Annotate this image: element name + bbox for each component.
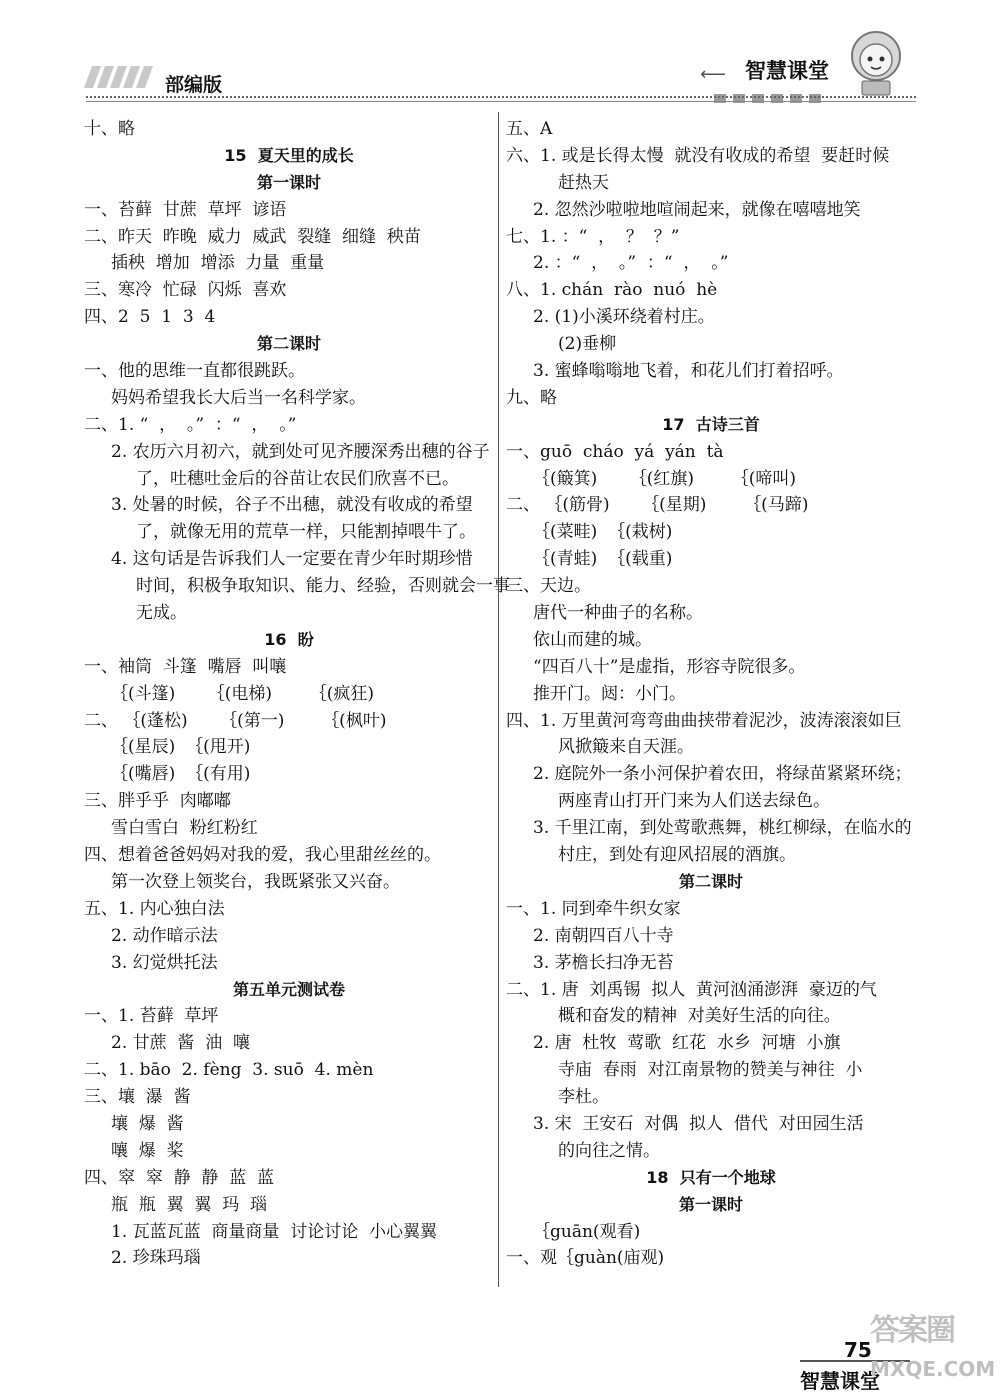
right-column xyxy=(506,116,916,1272)
right-answer-line: ｛(菜畦) ｛(栽树) xyxy=(506,522,673,543)
left-answer-line: 了，吐穗吐金后的谷苗让农民们欣喜不已。 xyxy=(136,468,459,489)
left-answer-line: 第一次登上领奖台，我既紧张又兴奋。 xyxy=(111,871,400,892)
right-answer-line: 一、观｛guàn(庙观) xyxy=(506,1248,665,1269)
right-answer-line: 第二课时 xyxy=(678,871,743,891)
right-answer-line: 寺庙 春雨 对江南景物的赞美与神往 小 xyxy=(558,1060,863,1081)
right-answer-line: 六、1. 或是长得太慢 就没有收成的希望 要赶时候 xyxy=(506,145,890,166)
right-answer-line: ｛guān(观看) xyxy=(506,1221,641,1242)
left-answer-line: 1. 瓦蓝瓦蓝 商量商量 讨论讨论 小心翼翼 xyxy=(111,1221,438,1242)
right-answer-line: 村庄，到处有迎风招展的酒旗。 xyxy=(558,845,796,866)
left-answer-line: 五、1. 内心独白法 xyxy=(84,898,225,919)
left-answer-line: 一、他的思维一直都很跳跃。 xyxy=(84,361,305,382)
right-answer-line: 依山而建的城。 xyxy=(533,629,652,650)
left-answer-line: 一、袖筒 斗篷 嘴唇 叫嚷 xyxy=(84,656,287,677)
left-answer-line: 三、壤 瀑 酱 xyxy=(84,1087,191,1108)
left-answer-line: 3. 处暑的时候，谷子不出穗，就没有收成的希望 xyxy=(111,495,473,516)
left-answer-line: 了，就像无用的荒草一样，只能割掉喂牛了。 xyxy=(136,522,476,543)
right-answer-line: 2. 忽然沙啦啦地喧闹起来，就像在嘻嘻地笑 xyxy=(533,199,861,220)
left-answer-line: 15 夏天里的成长 xyxy=(224,145,354,165)
right-answer-line: 17 古诗三首 xyxy=(662,414,760,434)
right-answer-line: 赶热天 xyxy=(558,172,609,193)
watermark-url: MXQE.COM xyxy=(870,1357,996,1381)
left-answer-line: 三、寒冷 忙碌 闪烁 喜欢 xyxy=(84,280,287,301)
right-answer-line: 2. (1)小溪环绕着村庄。 xyxy=(533,307,715,328)
left-answer-line: 雪白雪白 粉红粉红 xyxy=(111,818,258,839)
left-answer-line: 3. 幻觉烘托法 xyxy=(111,952,218,973)
left-answer-line: 二、1. “ ， 。” ：“ ， 。” xyxy=(84,414,297,435)
right-answer-line: 2. 庭院外一条小河保护着农田，将绿苗紧紧环绕； xyxy=(533,764,912,785)
right-answer-line: 七、1. ：“ ， ？ ？” xyxy=(506,226,680,247)
right-answer-line: “四百八十”是虚指，形容寺院很多。 xyxy=(533,656,806,677)
arrow-left-icon: ⟵ xyxy=(700,64,726,85)
left-answer-line: ｛(嘴唇) ｛(有用) xyxy=(84,764,251,785)
footer-brand: 智慧课堂 xyxy=(800,1369,880,1393)
left-answer-line: 二、 ｛(蓬松) ｛(第一) ｛(枫叶) xyxy=(84,710,387,731)
edition-label: 部编版 xyxy=(165,74,223,96)
page-number: 75 xyxy=(844,1338,872,1362)
right-answer-line: 2. ：“ ， 。” ：“ ， 。” xyxy=(533,253,729,274)
right-answer-line: 二、 ｛(筋骨) ｛(星期) ｛(马蹄) xyxy=(506,495,809,516)
column-divider xyxy=(498,112,499,1287)
left-answer-line: 壤 爆 酱 xyxy=(111,1113,184,1134)
girl-mascot-icon xyxy=(844,26,908,100)
right-answer-line: 二、1. 唐 刘禹锡 拟人 黄河汹涌澎湃 豪迈的气 xyxy=(506,979,877,1000)
left-answer-line: 四、2 5 1 3 4 xyxy=(84,307,216,328)
left-answer-line: 妈妈希望我长大后当一名科学家。 xyxy=(111,387,366,408)
left-answer-line: 第二课时 xyxy=(256,334,321,354)
right-answer-line: 推开门。闼：小门。 xyxy=(533,683,686,704)
left-answer-line: 时间，积极争取知识、能力、经验，否则就会一事 xyxy=(136,576,510,597)
left-answer-line: 16 盼 xyxy=(264,629,314,649)
right-answer-line: 唐代一种曲子的名称。 xyxy=(533,603,703,624)
brand-title: 智慧课堂 xyxy=(745,59,829,83)
right-answer-line: 两座青山打开门来为人们送去绿色。 xyxy=(558,791,830,812)
left-column xyxy=(84,116,510,1272)
right-answer-line: 八、1. chán rào nuó hè xyxy=(506,280,718,301)
left-answer-line: 四、想着爸爸妈妈对我的爱，我心里甜丝丝的。 xyxy=(84,845,441,866)
right-answer-line: 九、略 xyxy=(506,387,557,408)
right-answer-line: 一、guō cháo yá yán tà xyxy=(506,441,724,462)
right-answer-line: (2)垂柳 xyxy=(558,334,617,355)
right-answer-line: 18 只有一个地球 xyxy=(646,1167,776,1187)
right-answer-line: 风掀簸来自天涯。 xyxy=(558,737,694,758)
left-answer-line: 2. 动作暗示法 xyxy=(111,925,218,946)
left-answer-line: 一、苔藓 甘蔗 草坪 谚语 xyxy=(84,199,287,220)
left-answer-line: 三、胖乎乎 肉嘟嘟 xyxy=(84,791,231,812)
left-answer-line: 第一课时 xyxy=(256,172,321,192)
left-answer-line: 2. 甘蔗 酱 油 嚷 xyxy=(111,1033,251,1054)
left-answer-line: ｛(斗篷) ｛(电梯) ｛(疯狂) xyxy=(84,683,375,704)
left-answer-line: 十、略 xyxy=(84,119,135,139)
left-answer-line: 瓶 瓶 翼 翼 玛 瑙 xyxy=(111,1194,268,1215)
left-answer-line: 2. 农历六月初六，就到处可见齐腰深秀出穗的谷子 xyxy=(111,441,490,462)
header-rule xyxy=(86,101,916,102)
left-answer-line: 嚷 爆 桨 xyxy=(111,1140,184,1161)
right-answer-line: 2. 南朝四百八十寺 xyxy=(533,925,674,946)
left-answer-line: 二、昨天 昨晚 威力 威武 裂缝 细缝 秧苗 xyxy=(84,226,421,247)
right-answer-line: 第一课时 xyxy=(678,1194,743,1214)
right-answer-line: 3. 宋 王安石 对偶 拟人 借代 对田园生活 xyxy=(533,1113,864,1134)
right-answer-line: ｛(簸箕) ｛(红旗) ｛(啼叫) xyxy=(506,468,797,489)
right-answer-line: 3. 茅檐长扫净无苔 xyxy=(533,952,674,973)
right-answer-line: 李杜。 xyxy=(558,1087,609,1108)
right-answer-line: ｛(青蛙) ｛(载重) xyxy=(506,549,673,570)
header-stripes xyxy=(88,66,153,92)
left-answer-line: 2. 珍珠玛瑙 xyxy=(111,1248,201,1269)
right-answer-line: 2. 唐 杜牧 莺歌 红花 水乡 河塘 小旗 xyxy=(533,1033,841,1054)
left-answer-line: 第五单元测试卷 xyxy=(232,979,345,999)
right-answer-line: 的向往之情。 xyxy=(558,1140,660,1161)
watermark xyxy=(870,1305,996,1395)
left-answer-line: 二、1. bāo 2. fèng 3. suō 4. mèn xyxy=(84,1060,374,1081)
right-answer-line: 3. 千里江南，到处莺歌燕舞，桃红柳绿，在临水的 xyxy=(533,818,912,839)
right-answer-line: 一、1. 同到牵牛织女家 xyxy=(506,898,681,919)
left-answer-line: 无成。 xyxy=(136,603,187,624)
left-answer-line: 插秧 增加 增添 力量 重量 xyxy=(111,253,325,274)
left-answer-line: 一、1. 苔藓 草坪 xyxy=(84,1006,219,1027)
right-answer-line: 3. 蜜蜂嗡嗡地飞着，和花儿们打着招呼。 xyxy=(533,361,844,382)
left-answer-line: 4. 这句话是告诉我们人一定要在青少年时期珍惜 xyxy=(111,549,473,570)
header-dotted-rule xyxy=(86,96,916,98)
watermark-text: 答案圈 xyxy=(870,1313,954,1348)
page-header xyxy=(0,0,1000,110)
left-answer-line: ｛(星辰) ｛(甩开) xyxy=(84,737,251,758)
right-answer-line: 三、天边。 xyxy=(506,576,591,597)
right-answer-line: 四、1. 万里黄河弯弯曲曲挟带着泥沙，波涛滚滚如巨 xyxy=(506,710,902,731)
left-answer-line: 四、窣 窣 静 静 蓝 蓝 xyxy=(84,1167,275,1188)
right-answer-line: 概和奋发的精神 对美好生活的向往。 xyxy=(558,1006,841,1027)
right-answer-line: 五、A xyxy=(506,119,553,139)
